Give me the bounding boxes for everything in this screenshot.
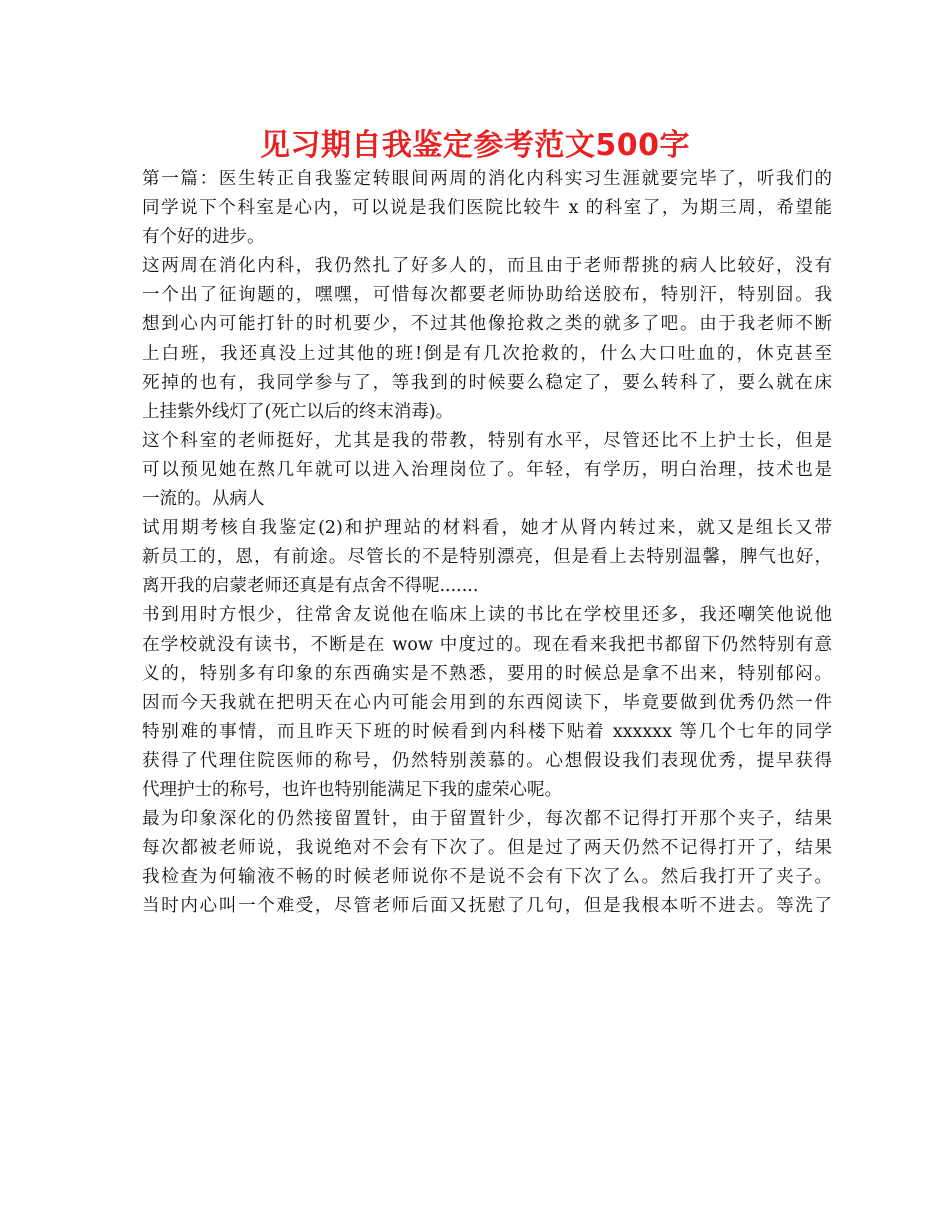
text-line: 可以预见她在熬几年就可以进入治理岗位了。年轻，有学历，明白治理，技术也是 — [142, 459, 832, 480]
text-line: 代理护士的称号，也许也特别能满足下我的虚荣心呢。 — [142, 779, 562, 800]
text-line: 最为印象深化的仍然接留置针，由于留置针少，每次都不记得打开那个夹子，结果 — [142, 809, 832, 830]
text-line: 书到用时方恨少，往常舍友说他在临床上读的书比在学校里还多，我还嘲笑他说他 — [142, 605, 832, 626]
text-line: 死掉的也有，我同学参与了，等我到的时候要么稳定了，要么转科了，要么就在床 — [142, 372, 832, 393]
text-line: 上挂紫外线灯了(死亡以后的终末消毒)。 — [142, 401, 454, 422]
text-line: 离开我的启蒙老师还真是有点舍不得呢....... — [142, 576, 479, 597]
text-line: 一个出了征询题的，嘿嘿，可惜每次都要老师协助给送胶布，特别汗，特别囧。我 — [142, 285, 832, 306]
text-line: 每次都被老师说，我说绝对不会有下次了。但是过了两天仍然不记得打开了，结果 — [142, 838, 832, 859]
text-line: 这个科室的老师挺好，尤其是我的带教，特别有水平，尽管还比不上护士长，但是 — [142, 430, 832, 451]
text-line: 试用期考核自我鉴定(2)和护理站的材料看，她才从肾内转过来，就又是组长又带 — [142, 518, 832, 539]
document-title: 见习期自我鉴定参考范文500字 — [259, 128, 691, 163]
text-line: 上白班，我还真没上过其他的班!倒是有几次抢救的，什么大口吐血的，休克甚至 — [142, 343, 832, 364]
document-body — [142, 165, 832, 921]
text-line: 义的，特别多有印象的东西确实是不熟悉，要用的时候总是拿不出来，特别郁闷。 — [142, 663, 832, 684]
text-line: 一流的。从病人 — [142, 489, 265, 510]
text-line: 想到心内可能打针的时机要少，不过其他像抢救之类的就多了吧。由于我老师不断 — [142, 314, 832, 335]
text-line: 获得了代理住院医师的称号，仍然特别羡慕的。心想假设我们表现优秀，提早获得 — [142, 750, 832, 771]
text-line: 在学校就没有读书，不断是在 wow 中度过的。现在看来我把书都留下仍然特别有意 — [142, 634, 832, 655]
text-line: 有个好的进步。 — [142, 227, 265, 248]
text-line: 第一篇：医生转正自我鉴定转眼间两周的消化内科实习生涯就要完毕了，听我们的 — [142, 169, 832, 189]
text-line: 因而今天我就在把明天在心内可能会用到的东西阅读下，毕竟要做到优秀仍然一件 — [142, 692, 832, 713]
text-line: 这两周在消化内科，我仍然扎了好多人的，而且由于老师帮挑的病人比较好，没有 — [142, 256, 832, 277]
text-line: 同学说下个科室是心内，可以说是我们医院比较牛 x 的科室了，为期三周，希望能 — [142, 198, 832, 219]
text-line: 特别难的事情，而且昨天下班的时候看到内科楼下贴着 xxxxxx 等几个七年的同学 — [142, 721, 832, 742]
text-line: 当时内心叫一个难受，尽管老师后面又抚慰了几句，但是我根本听不进去。等洗了 — [142, 896, 832, 917]
text-line: 我检查为何输液不畅的时候老师说你不是说不会有下次了么。然后我打开了夹子。 — [142, 867, 832, 888]
text-line: 新员工的，恩，有前途。尽管长的不是特别漂亮，但是看上去特别温馨，脾气也好， — [142, 547, 832, 568]
